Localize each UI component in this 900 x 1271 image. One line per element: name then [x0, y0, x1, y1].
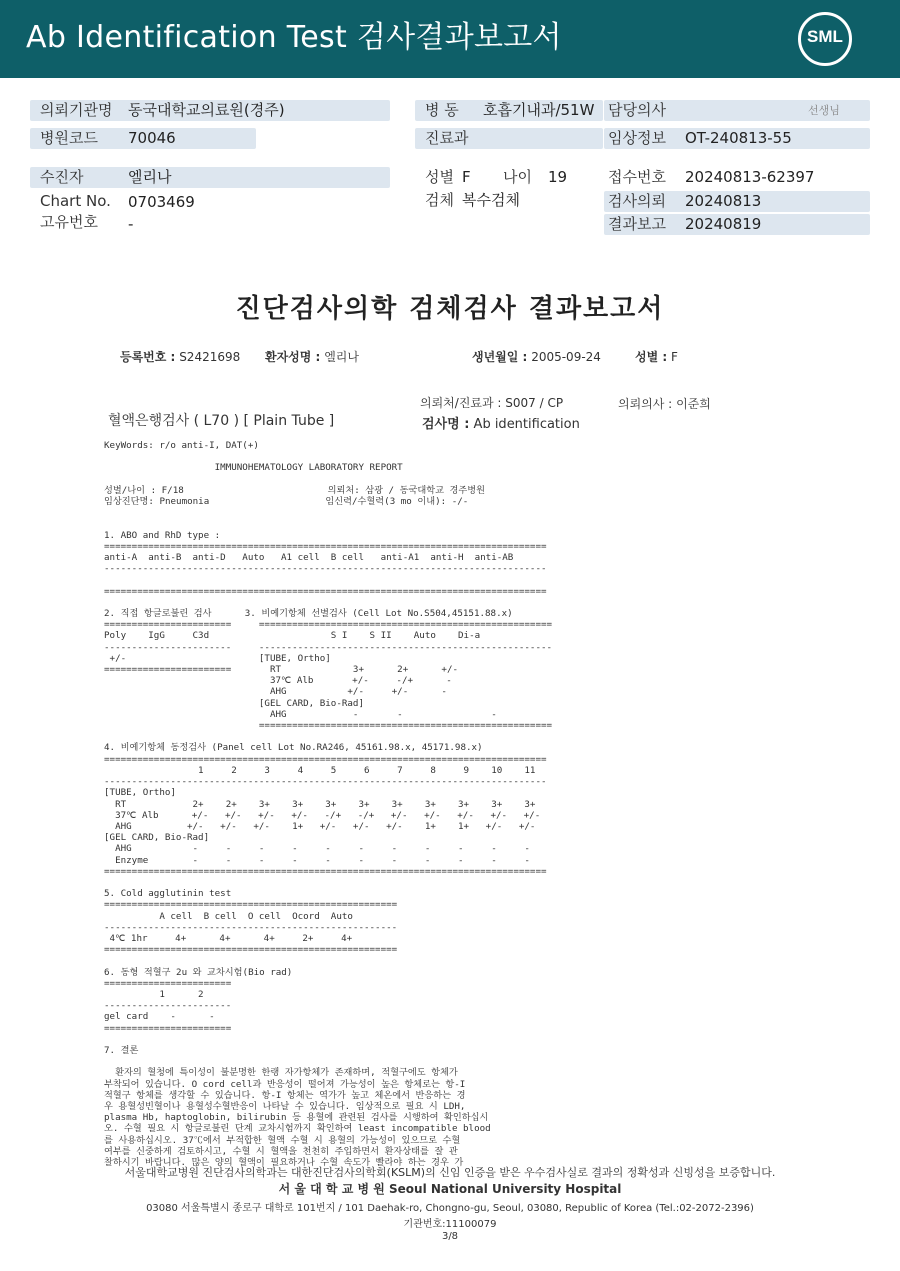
hospcode-label: 병원코드 [40, 129, 98, 147]
age-value: 19 [548, 168, 568, 186]
request-value: 20240813 [685, 192, 762, 210]
ward-label: 병 동 [425, 101, 459, 119]
report-sex [635, 349, 678, 365]
logo-text: SML [807, 27, 843, 46]
hospcode-value: 70046 [128, 129, 176, 147]
institution-number: 기관번호:11100079 [403, 1219, 497, 1230]
refdoc-value: 이준희 [676, 397, 711, 411]
test-name-label: 검사명 : [422, 417, 470, 432]
reg-value: S2421698 [179, 350, 241, 364]
unique-value: - [128, 215, 134, 233]
doctor-label: 담당의사 [608, 101, 666, 119]
report-title: 진단검사의학 검체검사 결과보고서 [235, 294, 665, 324]
specimen-value: 복수검체 [462, 191, 520, 209]
referral [420, 395, 563, 411]
document-title: Ab Identification Test 검사결과보고서 [26, 20, 562, 55]
dept-label: 진료과 [425, 129, 469, 147]
certification-text: 서울대학교병원 진단검사의학과는 대한진단검사의학회(KSLM)의 신임 인증을 받은 우수검사실로 결과의 정확성과 신빙성을 보증합니다. [124, 1166, 776, 1179]
report-label: 결과보고 [608, 215, 666, 233]
refdoc-label: 의뢰의사 : [618, 397, 673, 411]
header-bar [0, 0, 900, 78]
receipt-value: 20240813-62397 [685, 168, 815, 186]
report-body: KeyWords: r/o anti-I, DAT(+) IMMUNOHEMATOLOGY LABORATORY REPORT 성별/나이 : F/18 의뢰처: 삼광 / 동국대학교 경주병원 임상진단명: Pneumonia 임신력/수혈력(3 mo 이내): -/- 1. ABO and RhD type : ================================================================================ anti-A anti-B anti-D Auto A1 cell B cell anti-A1 anti-H anti-AB -------------------------------------------------------------------------------- ================================================================================ 2. 직접 항글로불린 검사 3. 비예기항체 선별검사 (Cell Lot No.S504,45151.88.x) ======================= ===================================================== Poly IgG C3d S I S II Auto Di-a ----------------------- ----------------------------------------------------- +/- [TUBE, Ortho] ======================= RT 3+ 2+ +/- 37℃ Alb +/- -/+ - AHG +/- +/- - [GEL CARD, Bio-Rad] AHG - - - ===================================================== 4. 비예기항체 동정검사 (Panel cell Lot No.RA246, 45161.98.x, 45171.98.x) ================================================================================ 1 2 3 4 5 6 7 8 9 10 11 -------------------------------------------------------------------------------- [TUBE, Ortho] RT 2+ 2+ 3+ 3+ 3+ 3+ 3+ 3+ 3+ 3+ 3+ 37℃ Alb +/- +/- +/- +/- -/+ -/+ +/- +/- +/- +/- +/- AHG +/- +/- +/- 1+ +/- +/- +/- 1+ 1+ +/- +/- [GEL CARD, Bio-Rad] AHG - - - - - - - - - - - Enzyme - - - - - - - - - - - ================================================================================ 5. Cold agglutinin test ===================================================== A cell B cell O cell Ocord Auto ----------------------------------------------------- 4℃ 1hr 4+ 4+ 4+ 2+ 4+ ===================================================== 6. 동형 적혈구 2u 와 교차시험(Bio rad) ======================= 1 2 ----------------------- gel card - - ======================= 7. 결론 환자의 혈청에 특이성이 불분명한 한랭 자가항체가 존재하며, 적혈구에도 항체가 부착되어 있습니다. O cord cell과 반응성이 떨어져 가능성이 높은 항체로는 항-I 적혈구 항체를 생각할 수 있습니다. 항-I 항체는 역가가 높고 체온에서 반응하는 경 우 용혈성빈혈이나 용혈성수혈반응이 나타날 수 있습니다. 임상적으로 필요 시 LDH, plasma Hb, haptoglobin, bilirubin 등 용혈에 관련된 검사를 시행하여 확인하십시 오. 수혈 필요 시 항글로불린 단계 교차시험까지 확인하여 least incompatible blood 를 사용하십시오. 37℃에서 부적합한 혈액 수혈 시 용혈의 가능성이 있으므로 수혈 여부를 신중하게 검토하시고, 수혈 시 혈액을 천천히 주입하면서 환자상태를 잘 관 찰하시기 바랍니다. 많은 양의 혈액이 필요하거나 수혈 속도가 빨라야 하는 경우 가 [104, 440, 553, 1168]
hospital-name: 서 울 대 학 교 병 원 Seoul National University Hospital [278, 1182, 622, 1196]
age-label: 나이 [503, 168, 532, 186]
ref-value: S007 / CP [505, 396, 564, 410]
rsex-value: F [671, 350, 678, 364]
chart-label: Chart No. [40, 192, 111, 210]
report-value: 20240819 [685, 215, 762, 233]
chart-value: 0703469 [128, 193, 195, 211]
name-label: 환자성명 : [265, 350, 321, 364]
ref-label: 의뢰처/진료과 : [420, 396, 502, 410]
dob-label: 생년월일 : [472, 350, 528, 364]
patient-name [265, 349, 359, 365]
referring-doctor [618, 396, 711, 412]
test-name-value: Ab identification [473, 417, 580, 432]
sml-logo [798, 12, 852, 66]
patient-band [30, 167, 390, 188]
sex-label: 성별 [425, 168, 454, 186]
reg-label: 등록번호 : [120, 350, 176, 364]
page-number: 3/8 [441, 1231, 459, 1242]
rsex-label: 성별 : [635, 350, 668, 364]
name-value: 엘리나 [324, 350, 359, 364]
request-label: 검사의뢰 [608, 192, 666, 210]
clinical-value: OT-240813-55 [685, 129, 792, 147]
patient-label: 수진자 [40, 168, 84, 186]
dob-value: 2005-09-24 [531, 350, 601, 364]
institution-value: 동국대학교의료원(경주) [128, 101, 285, 119]
patient-value: 엘리나 [128, 168, 172, 186]
receipt-label: 접수번호 [608, 168, 666, 186]
reg-no [120, 349, 240, 365]
clinical-label: 임상정보 [608, 129, 666, 147]
doctor-suffix: 선생님 [808, 104, 840, 117]
birth-date [472, 349, 601, 365]
ward-value: 호흡기내과/51W [483, 101, 595, 119]
specimen-label: 검체 [425, 191, 454, 209]
test-name [422, 417, 580, 433]
hospital-address: 03080 서울특별시 종로구 대학로 101번지 / 101 Daehak-ro, Chongno-gu, Seoul, 03080, Republic of Korea (Tel.:02-2072-2396) [146, 1203, 754, 1214]
institution-label: 의뢰기관명 [40, 101, 113, 119]
unique-label: 고유번호 [40, 213, 98, 231]
test-group: 혈액은행검사 ( L70 ) [ Plain Tube ] [108, 413, 335, 429]
sex-value: F [462, 168, 471, 186]
